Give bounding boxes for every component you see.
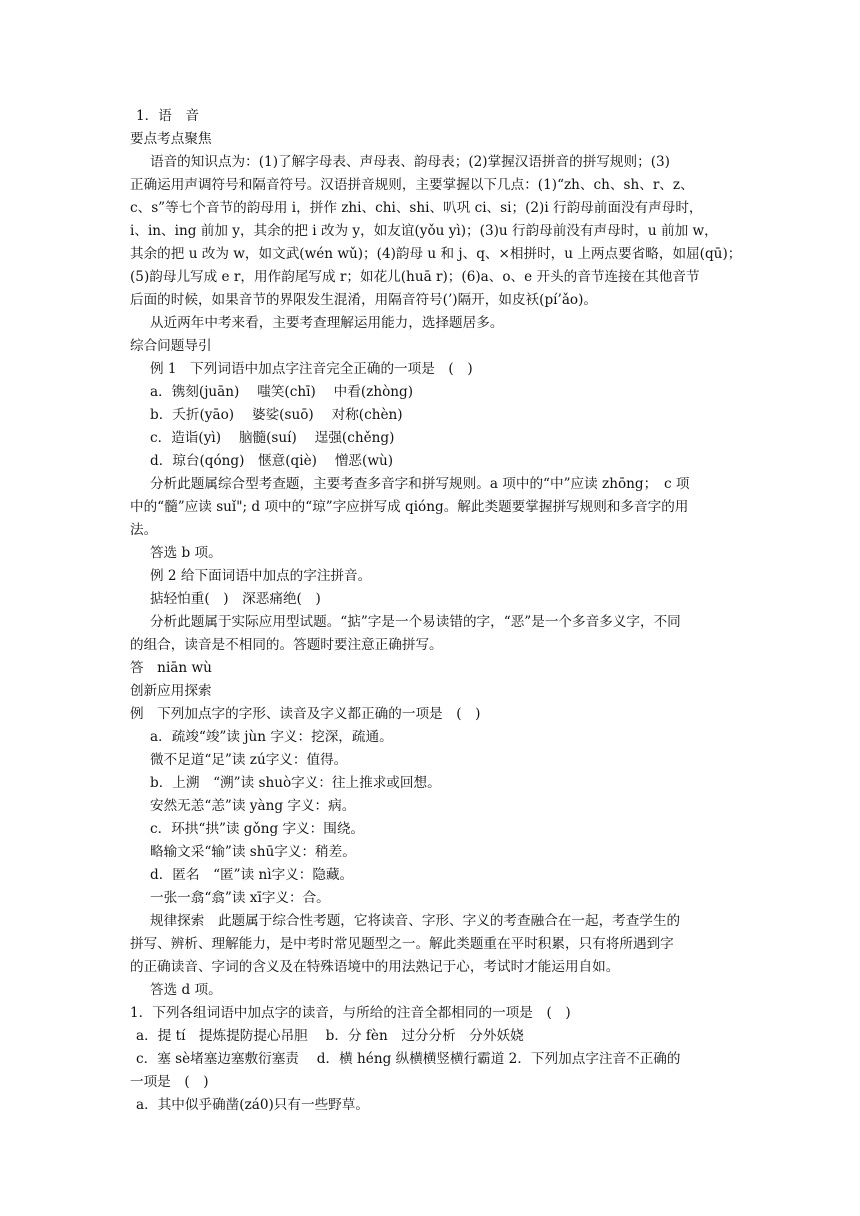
paragraph-line: 正确运用声调符号和隔音符号。汉语拼音规则，主要掌握以下几点：(1)“zh、ch、sh、r、z、 bbox=[130, 177, 694, 193]
example2-answer: 答 niān wù bbox=[130, 660, 212, 676]
example3-option-line: d．匿名 “匿”读 nì字义：隐藏。 bbox=[150, 867, 354, 883]
example3-analysis-line: 拼写、辨析、理解能力，是中考时常见题型之一。解此类题重在平时积累，只有将所遇到字 bbox=[130, 936, 674, 952]
example1-option-b: b．夭折(yāo) 婆娑(suō) 对称(chèn) bbox=[150, 407, 403, 423]
paragraph-line: i、in、ing 前加 y，其余的把 i 改为 y，如友谊(yǒu yì)；(3)u 行韵母前没有声母时，u 前加 w， bbox=[130, 223, 718, 239]
example3-option-line: 略输文采“输”读 shū字义：稍差。 bbox=[150, 844, 356, 860]
paragraph-line: 后面的时候，如果音节的界限发生混淆，用隔音符号(’)隔开，如皮袄(pí’ǎo)。 bbox=[130, 292, 598, 308]
example3-option-line: b．上溯 “溯”读 shuò字义：往上推求或回想。 bbox=[150, 775, 441, 791]
example2-analysis-line: 的组合，读音是不相同的。答题时要注意正确拼写。 bbox=[130, 637, 443, 653]
example1-option-c: c．造诣(yì) 脑髓(suí) 逞强(chěng) bbox=[150, 430, 395, 446]
example1-question: 例 1 下列词语中加点字注音完全正确的一项是 ( ) bbox=[150, 361, 473, 377]
example2-items: 掂轻怕重( ) 深恶痛绝( ) bbox=[150, 591, 321, 607]
example1-option-a: a．镌刻(juān) 嗤笑(chī) 中看(zhòng) bbox=[150, 384, 414, 400]
example1-analysis-line: 中的“髓”应读 suǐ"; d 项中的“琼”字应拼写成 qióng。解此类题要掌握拼写规则和多音字的用 bbox=[130, 499, 689, 515]
key-points-paragraph bbox=[130, 151, 742, 312]
exercise-q1: 1．下列各组词语中加点字的读音，与所给的注音全都相同的一项是 ( ) bbox=[130, 1005, 571, 1021]
example3-option-line: a．疏竣“竣”读 jùn 字义：挖深，疏通。 bbox=[150, 729, 393, 745]
paragraph-line: 语音的知识点为：(1)了解字母表、声母表、韵母表；(2)掌握汉语拼音的拼写规则；(3) bbox=[150, 154, 670, 170]
exam-trend: 从近两年中考来看，主要考查理解运用能力，选择题居多。 bbox=[150, 315, 504, 331]
paragraph-line: (5)韵母儿写成 e r，用作韵尾写成 r；如花儿(huā r)；(6)a、o、e 开头的音节连接在其他音节 bbox=[130, 269, 700, 285]
exercise-q2-tail: 一项是 ( ) bbox=[130, 1074, 209, 1090]
example3-answer: 答选 d 项。 bbox=[150, 982, 222, 998]
example3-option-line: 微不足道“足”读 zú字义：值得。 bbox=[150, 752, 348, 768]
example3-option-line: c．环拱“拱”读 gǒng 字义：围绕。 bbox=[150, 821, 365, 837]
example1-answer: 答选 b 项。 bbox=[150, 545, 222, 561]
heading-innovation: 创新应用探索 bbox=[130, 683, 212, 699]
example1-analysis-line: 法。 bbox=[130, 522, 158, 538]
example2-analysis-line: 分析此题属于实际应用型试题。“掂”字是一个易读错的字，“恶”是一个多音多义字，不同 bbox=[150, 614, 681, 630]
example3-option-line: 一张一翕“翕”读 xī字义：合。 bbox=[150, 890, 330, 906]
heading-guide: 综合问题导引 bbox=[130, 338, 212, 354]
heading-key-points: 要点考点聚焦 bbox=[130, 131, 212, 147]
example3-option-line: 安然无恙“恙”读 yàng 字义：病。 bbox=[150, 798, 356, 814]
exercise-q1-options-cd: c．塞 sè堵塞边塞敷衍塞责 d．横 héng 纵横横竖横行霸道 2．下列加点字注音不正确的 bbox=[136, 1051, 681, 1067]
example3-analysis-line: 规律探索 此题属于综合性考题，它将读音、字形、字义的考查融合在一起，考查学生的 bbox=[150, 913, 681, 929]
example3-question: 例 下列加点字的字形、读音及字义都正确的一项是 ( ) bbox=[130, 706, 481, 722]
example1-option-d: d．琼台(qóng) 惬意(qiè) 憎恶(wù) bbox=[150, 453, 394, 469]
paragraph-line: 其余的把 u 改为 w，如文武(wén wǔ)；(4)韵母 u 和 j、q、×相拼时，u 上两点要省略，如屈(qū)； bbox=[130, 246, 742, 262]
section-title: 1．语 音 bbox=[136, 108, 200, 124]
example1-analysis-line: 分析此题属综合型考查题，主要考查多音字和拼写规则。a 项中的“中”应读 zhōng； c 项 bbox=[150, 476, 690, 492]
document-page bbox=[130, 105, 742, 1117]
exercise-q2-option-a: a．其中似乎确凿(zá0)只有一些野草。 bbox=[136, 1097, 369, 1113]
exercise-q1-options-ab: a．提 tí 提炼提防提心吊胆 b．分 fèn 过分分析 分外妖娆 bbox=[136, 1028, 524, 1044]
example2-question: 例 2 给下面词语中加点的字注拼音。 bbox=[150, 568, 372, 584]
example3-analysis-line: 的正确读音、字词的含义及在特殊语境中的用法熟记于心，考试时才能运用自如。 bbox=[130, 959, 620, 975]
paragraph-line: c、s”等七个音节的韵母用 i，拼作 zhi、chi、shi、叭巩 ci、si；(2)i 行韵母前面没有声母时， bbox=[130, 200, 703, 216]
